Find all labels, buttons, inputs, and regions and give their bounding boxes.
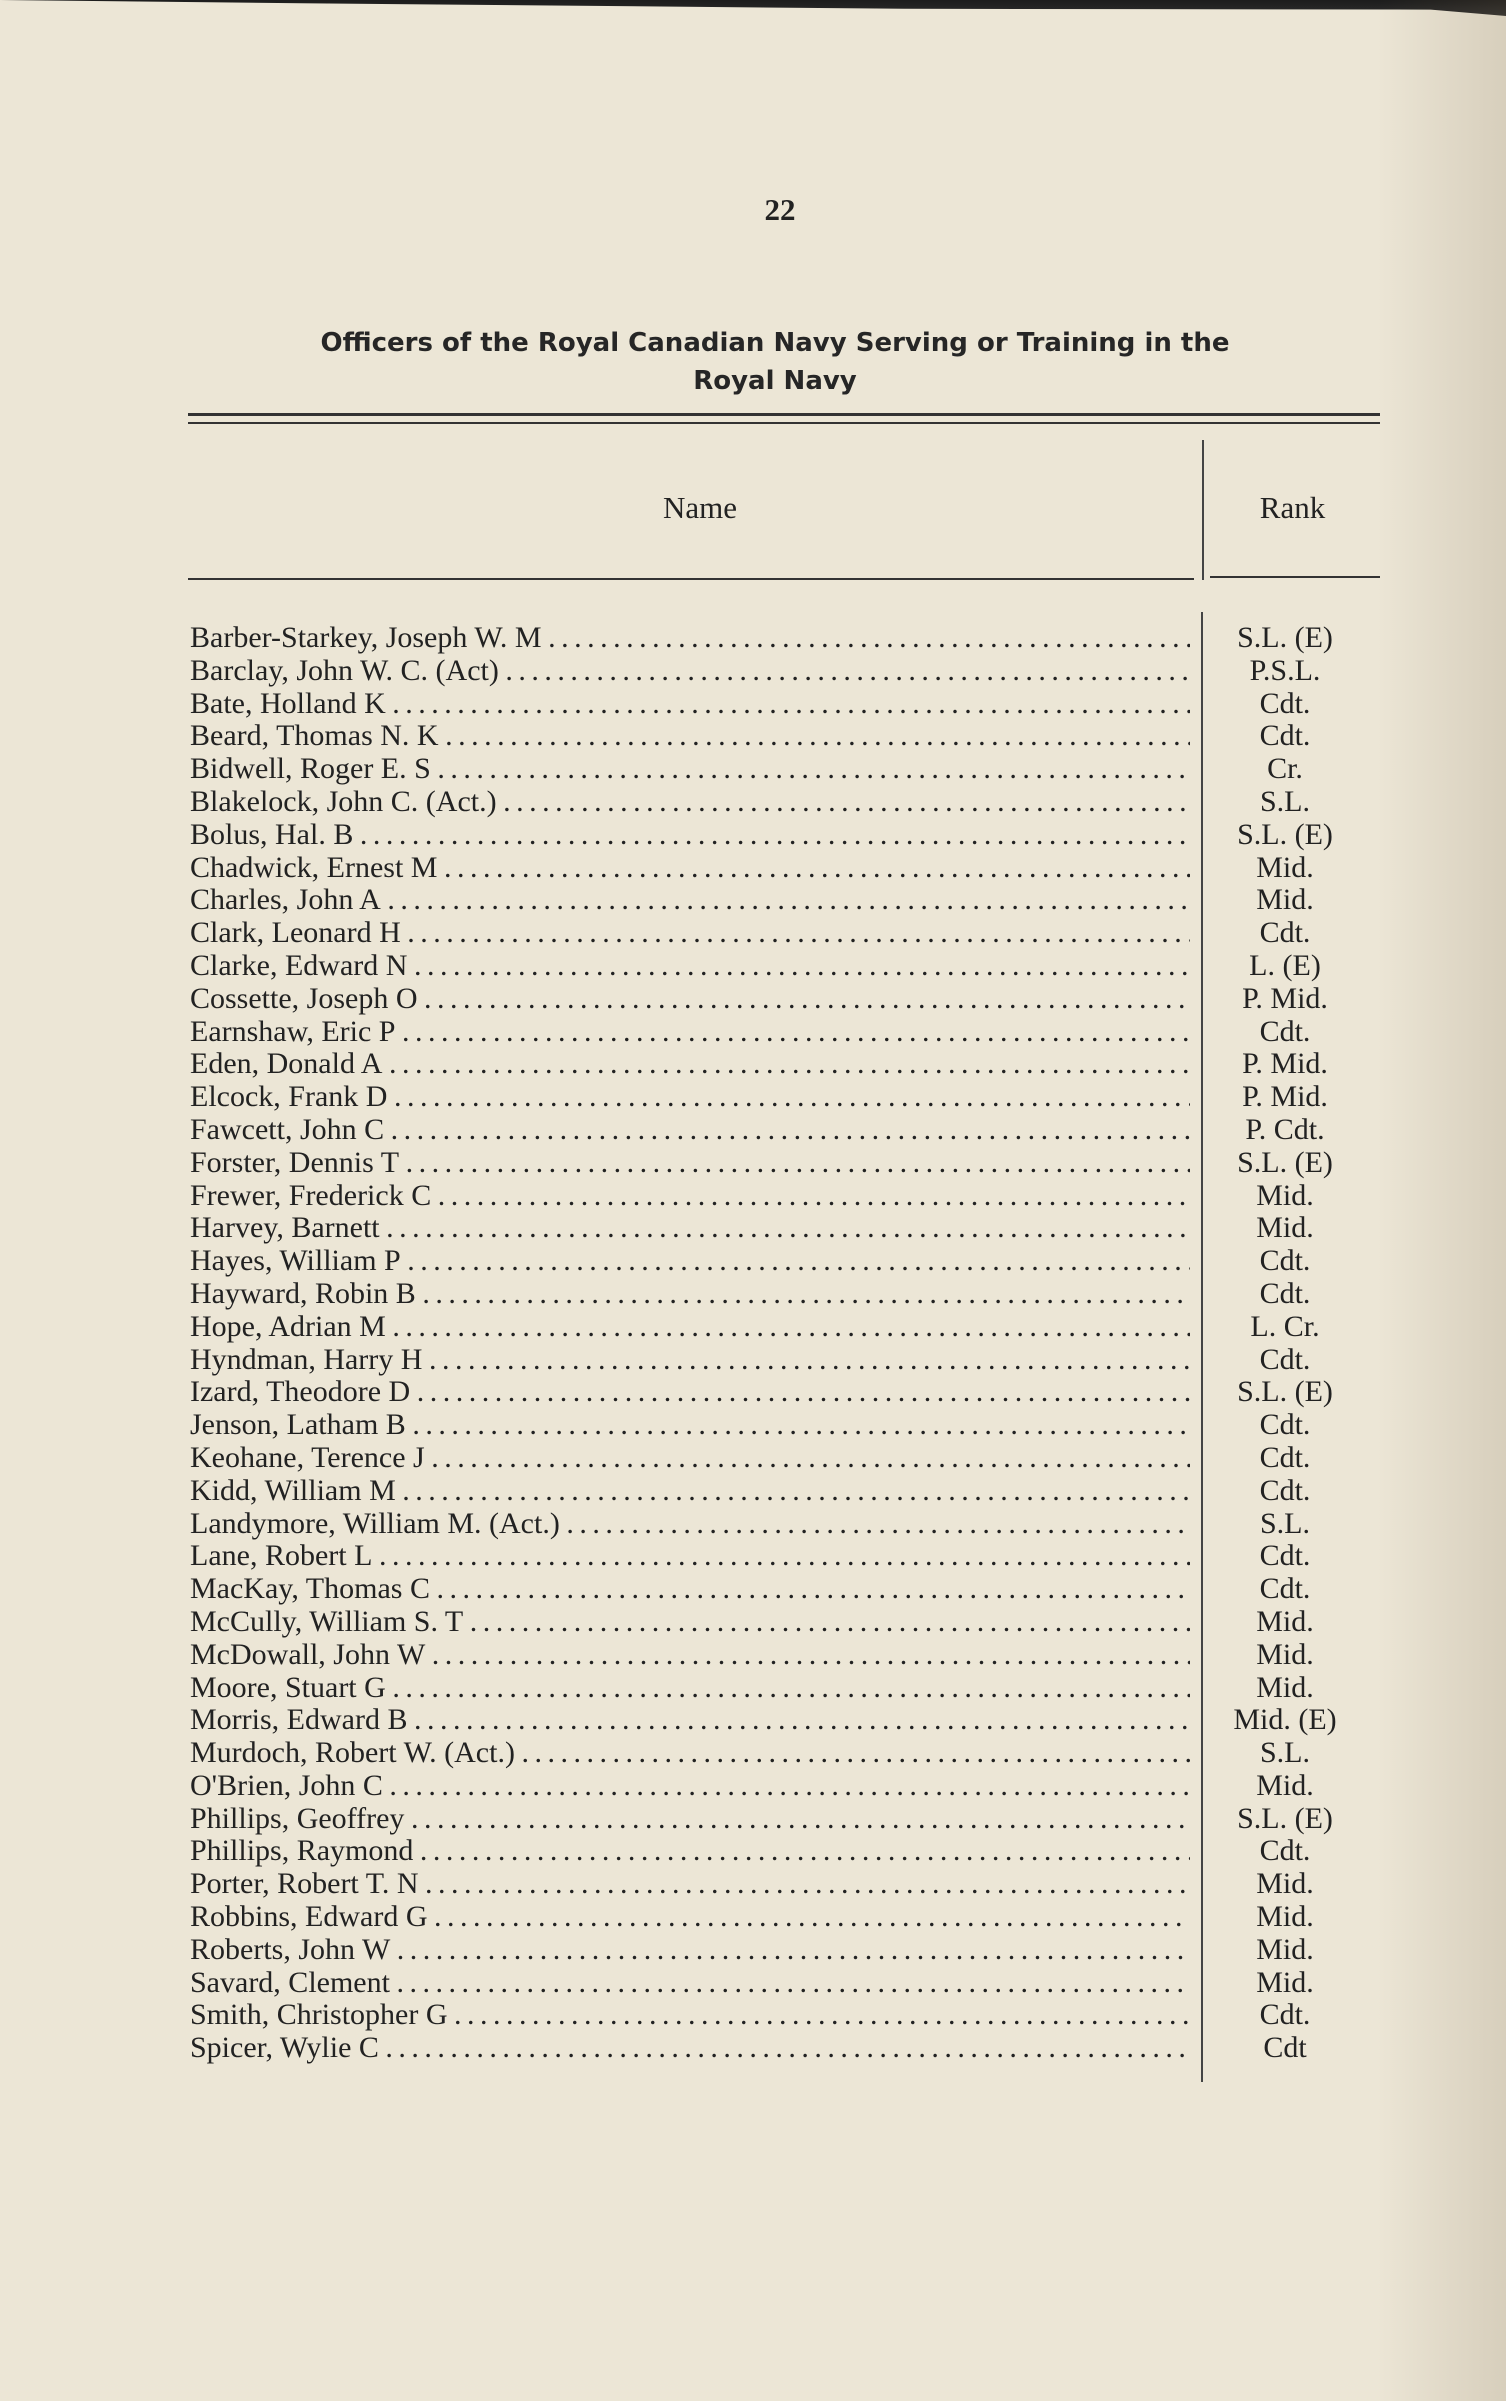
officer-rank: Mid. — [1256, 1178, 1314, 1212]
officer-row — [190, 1508, 1370, 1541]
officer-rank: Cdt. — [1259, 916, 1311, 950]
officer-rank: Mid. — [1256, 1604, 1314, 1638]
officer-rank: Cdt. — [1259, 686, 1311, 720]
officer-row — [190, 1409, 1370, 1442]
officer-rank: P. Mid. — [1242, 1080, 1328, 1114]
header-rule-name — [188, 578, 1194, 580]
officer-name: O'Brien, John C . . . — [190, 1770, 1190, 1802]
officer-name: Porter, Robert T. N . . . — [190, 1868, 1190, 1900]
officer-rank: Cdt. — [1259, 1834, 1311, 1868]
officer-rank: Mid. — [1256, 1965, 1314, 1999]
officer-name: Izard, Theodore D . . . — [190, 1376, 1190, 1408]
officer-rank: S.L. (E) — [1237, 621, 1333, 654]
officer-rank: Mid. — [1256, 1637, 1314, 1671]
officer-row — [190, 622, 1370, 655]
officer-name: Landymore, William M. (Act.) . . . — [190, 1508, 1190, 1540]
officer-rank: Cdt. — [1259, 1276, 1311, 1310]
officer-row — [190, 1901, 1370, 1934]
officer-name: Clark, Leonard H . . . — [190, 917, 1190, 949]
officer-rank: Mid. (E) — [1233, 1703, 1337, 1737]
officer-rank: S.L. (E) — [1237, 817, 1333, 851]
officer-name: Barber-Starkey, Joseph W. M . . . — [190, 622, 1190, 654]
officer-row — [190, 1442, 1370, 1475]
officer-rank: S.L. — [1259, 784, 1310, 818]
officer-row — [190, 1147, 1370, 1180]
officer-row — [190, 1344, 1370, 1377]
officer-row — [190, 1737, 1370, 1770]
officer-rank: Cdt. — [1259, 1572, 1311, 1606]
officer-row — [190, 1934, 1370, 1967]
officer-name: Spicer, Wylie C . . . — [190, 2032, 1190, 2064]
officer-row — [190, 950, 1370, 983]
officer-rank: P. Mid. — [1242, 981, 1328, 1015]
officer-row — [190, 1967, 1370, 2000]
officer-rank: Mid. — [1256, 883, 1314, 917]
officer-name: Clarke, Edward N . . . — [190, 950, 1190, 982]
officer-row — [190, 1114, 1370, 1147]
officer-name: Eden, Donald A . . . — [190, 1048, 1190, 1080]
officer-row — [190, 1639, 1370, 1672]
top-rule-thin — [188, 422, 1380, 424]
officer-row — [190, 1573, 1370, 1606]
page-heading — [200, 324, 1350, 400]
officer-name: Hope, Adrian M . . . — [190, 1311, 1190, 1343]
officer-row — [190, 1540, 1370, 1573]
officer-row — [190, 1475, 1370, 1508]
officer-row — [190, 688, 1370, 721]
officer-name: Elcock, Frank D . . . — [190, 1081, 1190, 1113]
officer-rank: Mid. — [1256, 1932, 1314, 1966]
officer-name: Morris, Edward B . . . — [190, 1704, 1190, 1736]
officer-name: Chadwick, Ernest M . . . — [190, 852, 1190, 884]
officer-name: Jenson, Latham B . . . — [190, 1409, 1190, 1441]
officer-row — [190, 1770, 1370, 1803]
officer-row — [190, 1704, 1370, 1737]
officer-name: Blakelock, John C. (Act.) . . . — [190, 786, 1190, 818]
officer-rank: S.L. — [1259, 1736, 1310, 1770]
officer-row — [190, 655, 1370, 688]
officer-row — [190, 917, 1370, 950]
page-top-edge — [0, 0, 1506, 16]
officer-row — [190, 819, 1370, 852]
officer-row — [190, 1245, 1370, 1278]
officer-row — [190, 1081, 1370, 1114]
officer-name: McDowall, John W . . . — [190, 1639, 1190, 1671]
officer-name: Robbins, Edward G . . . — [190, 1901, 1190, 1933]
officer-name: Charles, John A . . . — [190, 884, 1190, 916]
officer-rank: Mid. — [1256, 1670, 1314, 1704]
page-gutter-shadow — [1376, 0, 1506, 2401]
officer-row — [190, 1048, 1370, 1081]
officer-name: MacKay, Thomas C . . . — [190, 1573, 1190, 1605]
header-rule-rank — [1210, 576, 1380, 578]
officer-rank: S.L. (E) — [1237, 1145, 1333, 1179]
officer-rank: S.L. (E) — [1237, 1375, 1333, 1409]
officer-rank: Cdt — [1263, 2031, 1307, 2065]
officer-rank: L. Cr. — [1250, 1309, 1320, 1343]
officer-name: Earnshaw, Eric P . . . — [190, 1016, 1190, 1048]
officer-rank: Cdt. — [1259, 1014, 1311, 1048]
officer-name: Bolus, Hal. B . . . — [190, 819, 1190, 851]
officer-row — [190, 1376, 1370, 1409]
top-rule-thick — [188, 413, 1380, 416]
officer-rank: Mid. — [1256, 1867, 1314, 1901]
officer-name: Roberts, John W . . . — [190, 1934, 1190, 1966]
officer-name: Kidd, William M . . . — [190, 1475, 1190, 1507]
officer-name: Lane, Robert L . . . — [190, 1540, 1190, 1572]
officer-name: Keohane, Terence J . . . — [190, 1442, 1190, 1474]
officer-rank: P. Cdt. — [1245, 1112, 1325, 1146]
officer-rank: Cr. — [1267, 752, 1303, 786]
officer-row — [190, 1999, 1370, 2032]
officer-name: Forster, Dennis T . . . — [190, 1147, 1190, 1179]
officer-name: Cossette, Joseph O . . . — [190, 983, 1190, 1015]
officer-rank: Cdt. — [1259, 1539, 1311, 1573]
officer-row — [190, 1868, 1370, 1901]
officer-row — [190, 1672, 1370, 1705]
officer-name: Moore, Stuart G . . . — [190, 1672, 1190, 1704]
officer-rank: S.L. (E) — [1237, 1801, 1333, 1835]
officer-rank: Cdt. — [1259, 1440, 1311, 1474]
column-header-name: Name — [662, 490, 738, 525]
officer-rank: P.S.L. — [1249, 653, 1321, 687]
header-column-divider — [1202, 440, 1204, 580]
officer-row — [190, 753, 1370, 786]
officer-rank: S.L. — [1259, 1506, 1310, 1540]
officer-rank: Mid. — [1256, 1768, 1314, 1802]
officer-name: Savard, Clement . . . — [190, 1967, 1190, 1999]
officer-row — [190, 1606, 1370, 1639]
officer-rank: Cdt. — [1259, 1342, 1311, 1376]
officer-name: Bate, Holland K . . . — [190, 688, 1190, 720]
officer-list — [190, 622, 1370, 2065]
officer-rank: Cdt. — [1259, 1408, 1311, 1442]
officer-name: Murdoch, Robert W. (Act.) . . . — [190, 1737, 1190, 1769]
officer-row — [190, 983, 1370, 1016]
officer-row — [190, 1180, 1370, 1213]
officer-row — [190, 852, 1370, 885]
officer-rank: Cdt. — [1259, 1998, 1311, 2032]
heading-line-2: Royal Navy — [693, 366, 857, 396]
officer-rank: Cdt. — [1259, 719, 1311, 753]
officer-name: Frewer, Frederick C . . . — [190, 1180, 1190, 1212]
officer-row — [190, 786, 1370, 819]
officer-rank: L. (E) — [1249, 948, 1321, 982]
officer-rank: Cdt. — [1259, 1244, 1311, 1278]
officer-name: Hayward, Robin B . . . — [190, 1278, 1190, 1310]
officer-row — [190, 1835, 1370, 1868]
column-header-rank: Rank — [1259, 490, 1326, 525]
officer-name: Phillips, Raymond . . . — [190, 1835, 1190, 1867]
officer-name: Fawcett, John C . . . — [190, 1114, 1190, 1146]
officer-name: Smith, Christopher G . . . — [190, 1999, 1190, 2031]
officer-name: Hyndman, Harry H . . . — [190, 1344, 1190, 1376]
officer-name: Beard, Thomas N. K . . . — [190, 720, 1190, 752]
officer-row — [190, 1311, 1370, 1344]
page-number: 22 — [764, 192, 796, 227]
officer-name: Phillips, Geoffrey . . . — [190, 1803, 1190, 1835]
officer-row — [190, 720, 1370, 753]
heading-line-1: Officers of the Royal Canadian Navy Serving or Training in the — [320, 328, 1230, 358]
officer-name: Barclay, John W. C. (Act) . . . — [190, 655, 1190, 687]
officer-name: McCully, William S. T . . . — [190, 1606, 1190, 1638]
officer-row — [190, 1016, 1370, 1049]
officer-rank: P. Mid. — [1242, 1047, 1328, 1081]
officer-row — [190, 884, 1370, 917]
officer-rank: Cdt. — [1259, 1473, 1311, 1507]
officer-name: Harvey, Barnett . . . — [190, 1212, 1190, 1244]
officer-row — [190, 1803, 1370, 1836]
officer-row — [190, 1212, 1370, 1245]
officer-rank: Mid. — [1256, 850, 1314, 884]
officer-rank: Mid. — [1256, 1211, 1314, 1245]
officer-row — [190, 1278, 1370, 1311]
officer-rank: Mid. — [1256, 1900, 1314, 1934]
officer-row — [190, 2032, 1370, 2065]
officer-name: Bidwell, Roger E. S . . . — [190, 753, 1190, 785]
officer-name: Hayes, William P . . . — [190, 1245, 1190, 1277]
